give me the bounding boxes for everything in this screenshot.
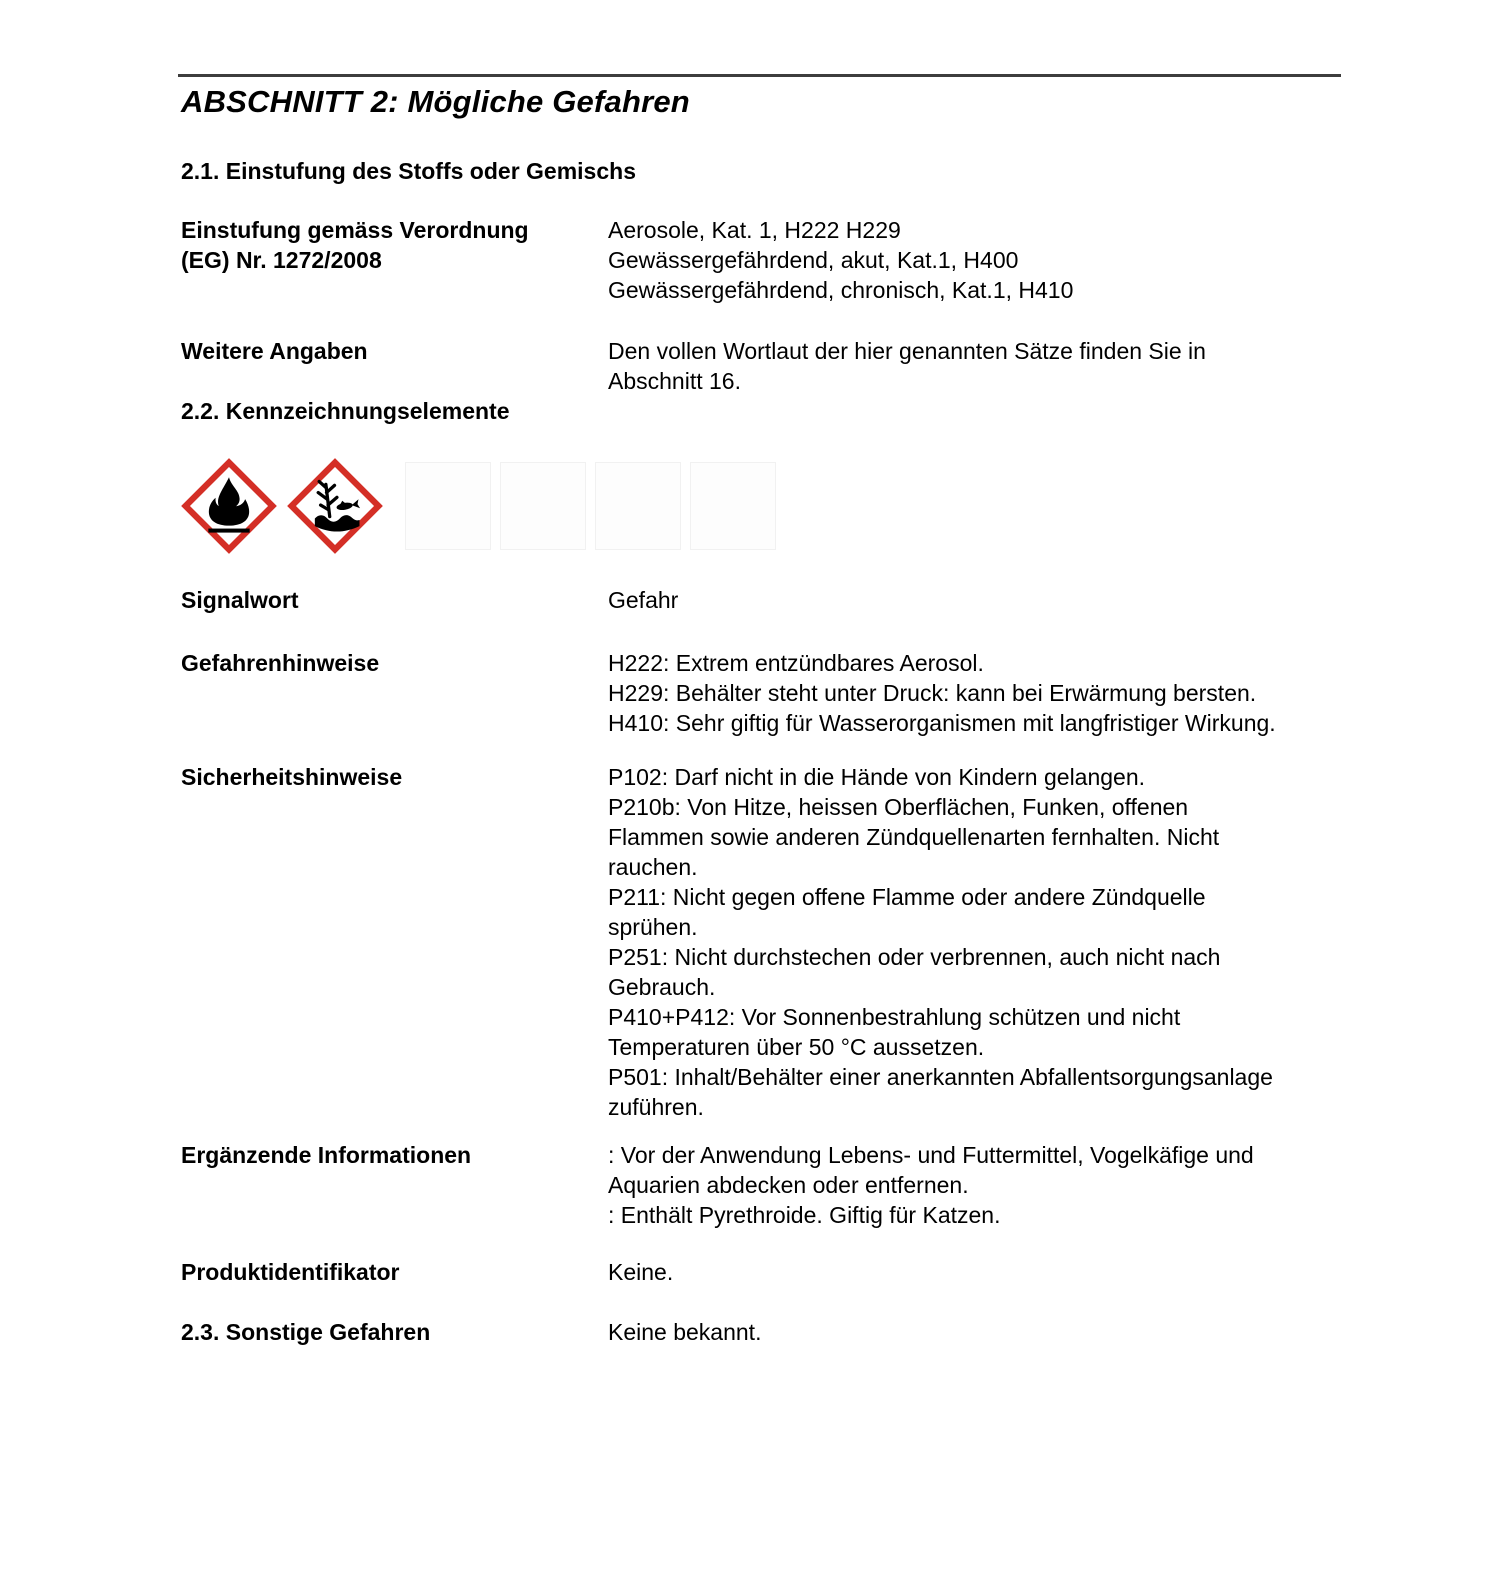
text-line: Gebrauch. bbox=[608, 974, 716, 1000]
subsection-2-3-title: 2.3. Sonstige Gefahren bbox=[181, 1319, 431, 1345]
text-line: Abschnitt 16. bbox=[608, 368, 741, 394]
sonstige-gefahren-row bbox=[181, 1317, 1500, 1347]
ergaenzende-informationen-row bbox=[181, 1140, 1500, 1230]
text-line: P210b: Von Hitze, heissen Oberflächen, Funken, offenen bbox=[608, 794, 1189, 820]
signalwort-value: Gefahr bbox=[608, 587, 679, 613]
ghs-pictogram-row bbox=[181, 458, 1500, 554]
empty-pictogram-slot bbox=[595, 462, 681, 550]
text-line: H410: Sehr giftig für Wasserorganismen mit langfristiger Wirkung. bbox=[608, 710, 1276, 736]
text-line: Aerosole, Kat. 1, H222 H229 bbox=[608, 217, 901, 243]
text-line: P102: Darf nicht in die Hände von Kindern gelangen. bbox=[608, 764, 1146, 790]
text-line: Aquarien abdecken oder entfernen. bbox=[608, 1172, 969, 1198]
sds-section2-page bbox=[0, 74, 1500, 1574]
section-divider-rule bbox=[178, 74, 1341, 77]
section-title: ABSCHNITT 2: Mögliche Gefahren bbox=[181, 84, 690, 119]
text-line: P410+P412: Vor Sonnenbestrahlung schützen und nicht bbox=[608, 1004, 1181, 1030]
gefahrenhinweise-value bbox=[608, 648, 1500, 738]
classification-value bbox=[608, 215, 1500, 305]
environment-pictogram bbox=[287, 458, 383, 554]
text-line: Einstufung gemäss Verordnung bbox=[181, 217, 529, 243]
text-line: P211: Nicht gegen offene Flamme oder andere Zündquelle bbox=[608, 884, 1206, 910]
gefahrenhinweise-row bbox=[181, 648, 1500, 738]
sicherheitshinweise-row bbox=[181, 762, 1500, 1122]
text-line: Temperaturen über 50 °C aussetzen. bbox=[608, 1034, 985, 1060]
signalwort-row bbox=[181, 585, 1500, 615]
flame-pictogram bbox=[181, 458, 277, 554]
text-line: sprühen. bbox=[608, 914, 698, 940]
text-line: : Enthält Pyrethroide. Giftig für Katzen. bbox=[608, 1202, 1001, 1228]
text-line: P251: Nicht durchstechen oder verbrennen, auch nicht nach bbox=[608, 944, 1221, 970]
subsection-2-1-title: 2.1. Einstufung des Stoffs oder Gemischs bbox=[181, 158, 636, 184]
classification-row bbox=[181, 215, 1500, 305]
produktidentifikator-value: Keine. bbox=[608, 1259, 674, 1285]
subsection-2-2-title: 2.2. Kennzeichnungselemente bbox=[181, 398, 510, 424]
text-line: : Vor der Anwendung Lebens- und Futtermittel, Vogelkäfige und bbox=[608, 1142, 1254, 1168]
text-line: zuführen. bbox=[608, 1094, 704, 1120]
text-line: P501: Inhalt/Behälter einer anerkannten Abfallentsorgungsanlage bbox=[608, 1064, 1273, 1090]
ergaenzende-informationen-label: Ergänzende Informationen bbox=[181, 1142, 472, 1168]
text-line: Flammen sowie anderen Zündquellenarten fernhalten. Nicht bbox=[608, 824, 1220, 850]
sicherheitshinweise-value bbox=[608, 762, 1500, 1122]
text-line: Gewässergefährdend, akut, Kat.1, H400 bbox=[608, 247, 1019, 273]
ergaenzende-informationen-value bbox=[608, 1140, 1500, 1230]
produktidentifikator-row bbox=[181, 1257, 1500, 1287]
text-line: Gewässergefährdend, chronisch, Kat.1, H410 bbox=[608, 277, 1074, 303]
sonstige-gefahren-value: Keine bekannt. bbox=[608, 1319, 762, 1345]
text-line: rauchen. bbox=[608, 854, 698, 880]
text-line: H222: Extrem entzündbares Aerosol. bbox=[608, 650, 984, 676]
empty-pictogram-slots bbox=[405, 462, 776, 550]
weitere-angaben-value bbox=[608, 336, 1500, 396]
text-line: H229: Behälter steht unter Druck: kann bei Erwärmung bersten. bbox=[608, 680, 1257, 706]
empty-pictogram-slot bbox=[405, 462, 491, 550]
signalwort-label: Signalwort bbox=[181, 587, 299, 613]
produktidentifikator-label: Produktidentifikator bbox=[181, 1259, 400, 1285]
empty-pictogram-slot bbox=[500, 462, 586, 550]
weitere-angaben-row bbox=[181, 336, 1500, 396]
gefahrenhinweise-label: Gefahrenhinweise bbox=[181, 650, 380, 676]
sicherheitshinweise-label: Sicherheitshinweise bbox=[181, 764, 403, 790]
classification-label bbox=[181, 215, 608, 275]
text-line: Den vollen Wortlaut der hier genannten Sätze finden Sie in bbox=[608, 338, 1206, 364]
text-line: (EG) Nr. 1272/2008 bbox=[181, 247, 382, 273]
empty-pictogram-slot bbox=[690, 462, 776, 550]
weitere-angaben-label: Weitere Angaben bbox=[181, 338, 368, 364]
